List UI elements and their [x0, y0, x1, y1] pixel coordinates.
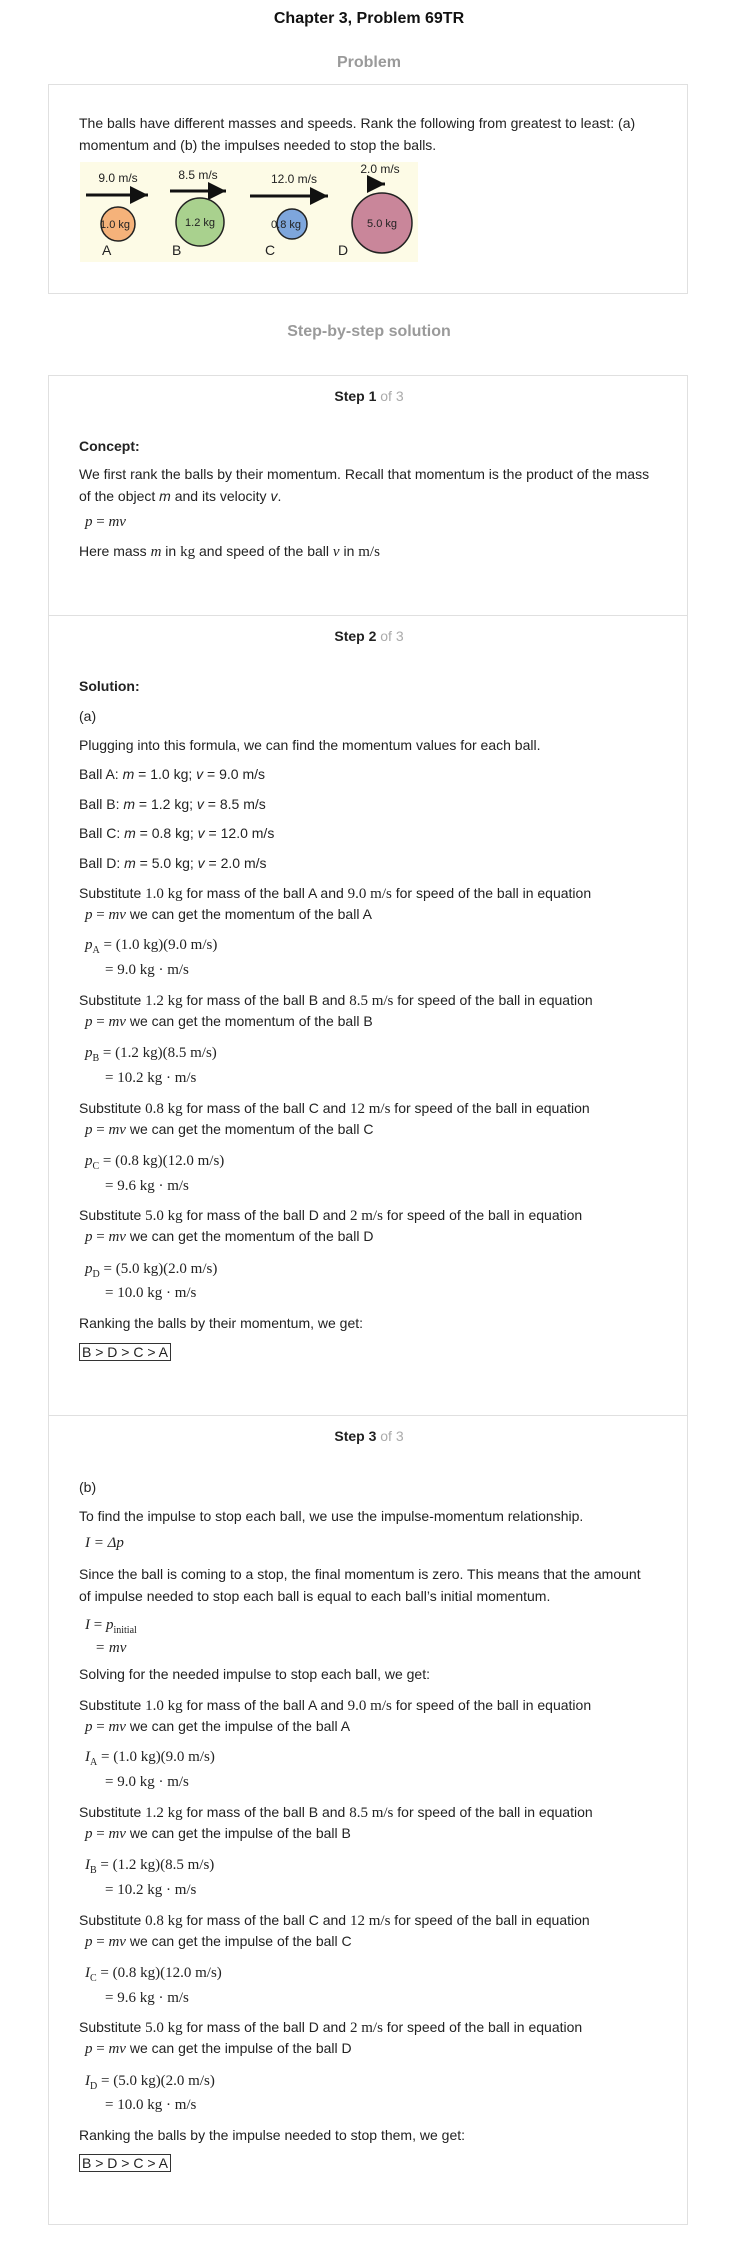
problem-text-line-2: momentum and (b) the impulses needed to stop the balls. [79, 137, 437, 153]
ball-c-mass: 0.8 kg [271, 219, 301, 231]
substitute-line: Substitute 5.0 kg for mass of the ball D and 2 m/s for speed of the ball in equation [79, 2019, 583, 2036]
ball-b-speed: 8.5 m/s [178, 168, 218, 182]
ball-c-label: C [265, 242, 276, 258]
momentum-answer: B > D > C > A [79, 1342, 171, 1362]
equation-line: p = mv we can get the impulse of the ball A [85, 1718, 351, 1735]
ball-d-label: D [338, 242, 349, 258]
step-1-here-line: Here mass m in kg and speed of the ball v in m/s [79, 543, 380, 560]
step-1-text-line-2: of the object m and its velocity v. [79, 488, 282, 504]
balls-figure [80, 162, 418, 262]
ball-d-speed: 2.0 m/s [360, 162, 400, 176]
step-2-title: Step 2 of 3 [334, 628, 404, 644]
ball-a-mass: 1.0 kg [100, 219, 130, 231]
part-b-label: (b) [79, 1479, 97, 1495]
step-3-intro: To find the impulse to stop each ball, we use the impulse-momentum relationship. [79, 1508, 584, 1524]
step-3-since-line-2: of impulse needed to stop each ball is equal to each ball’s initial momentum. [79, 1588, 551, 1604]
equation-line: p = mv we can get the momentum of the ball B [85, 1013, 373, 1030]
ball-d-mass: 5.0 kg [367, 218, 397, 230]
problem-text-line-1: The balls have different masses and speeds. Rank the following from greatest to least: (a) [79, 115, 636, 131]
equation-line: p = mv we can get the momentum of the ball A [85, 906, 372, 923]
page-title: Chapter 3, Problem 69TR [273, 10, 465, 27]
part-a-label: (a) [79, 708, 97, 724]
ball-b-mass: 1.2 kg [185, 217, 215, 229]
equation-line: p = mv we can get the impulse of the ball D [85, 2040, 352, 2057]
momentum-expression: $p_D = (5.0$ kg)(2.0 m/s) [85, 1261, 218, 1280]
impulse-ranking-text: Ranking the balls by the impulse needed to stop them, we get: [79, 2127, 466, 2143]
impulse-expression: $I_B = (1.2$ kg)(8.5 m/s) [85, 1857, 215, 1876]
momentum-expression: $p_C = (0.8$ kg)(12.0 m/s) [85, 1153, 225, 1172]
momentum-result: = 9.6 kg · m/s [105, 1178, 189, 1194]
step-1-equation: p = mv [85, 514, 126, 530]
step-3-since-line-1: Since the ball is coming to a stop, the final momentum is zero. This means that the amount [79, 1566, 641, 1582]
equation-line: p = mv we can get the impulse of the ball C [85, 1933, 352, 1950]
step-3-solving-text: Solving for the needed impulse to stop each ball, we get: [79, 1666, 430, 1682]
ball-b-label: B [172, 242, 182, 258]
impulse-mv-equation: = mv [95, 1640, 127, 1656]
substitute-line: Substitute 1.0 kg for mass of the ball A and 9.0 m/s for speed of the ball in equation [79, 1697, 592, 1714]
impulse-result: = 9.6 kg · m/s [105, 1990, 189, 2006]
impulse-answer: B > D > C > A [79, 2153, 171, 2173]
ball-a-label: A [102, 242, 112, 258]
momentum-result: = 10.2 kg · m/s [105, 1070, 197, 1086]
impulse-expression: $I_C = (0.8$ kg)(12.0 m/s) [85, 1965, 222, 1984]
equation-line: p = mv we can get the momentum of the ball D [85, 1228, 374, 1245]
ball-d-values: Ball D: m = 5.0 kg; v = 2.0 m/s [79, 855, 267, 871]
ball-a-values: Ball A: m = 1.0 kg; v = 9.0 m/s [79, 766, 265, 782]
impulse-result: = 10.0 kg · m/s [105, 2097, 197, 2113]
step-1-text-line-1: We first rank the balls by their momentum. Recall that momentum is the product of the mass [79, 466, 650, 482]
substitute-line: Substitute 1.2 kg for mass of the ball B and 8.5 m/s for speed of the ball in equation [79, 1804, 593, 1821]
substitute-line: Substitute 1.2 kg for mass of the ball B and 8.5 m/s for speed of the ball in equation [79, 992, 593, 1009]
step-3-title: Step 3 of 3 [334, 1428, 404, 1444]
impulse-expression: $I_A = (1.0$ kg)(9.0 m/s) [85, 1749, 215, 1768]
ball-b [170, 168, 226, 258]
ball-c-speed: 12.0 m/s [270, 172, 318, 186]
impulse-result: = 10.2 kg · m/s [105, 1882, 197, 1898]
ball-b-values: Ball B: m = 1.2 kg; v = 8.5 m/s [79, 796, 266, 812]
substitute-line: Substitute 1.0 kg for mass of the ball A and 9.0 m/s for speed of the ball in equation [79, 885, 592, 902]
equation-line: p = mv we can get the impulse of the ball B [85, 1825, 351, 1842]
impulse-initial-equation: $I = p_{initial}$ [85, 1617, 137, 1636]
step-2-intro: Plugging into this formula, we can find the momentum values for each ball. [79, 737, 541, 753]
substitute-line: Substitute 0.8 kg for mass of the ball C and 12 m/s for speed of the ball in equation [79, 1912, 590, 1929]
impulse-expression: $I_D = (5.0$ kg)(2.0 m/s) [85, 2073, 215, 2092]
momentum-result: = 10.0 kg · m/s [105, 1285, 197, 1301]
momentum-ranking-text: Ranking the balls by their momentum, we get: [79, 1315, 364, 1331]
momentum-expression: $p_B = (1.2$ kg)(8.5 m/s) [85, 1045, 217, 1064]
substitute-line: Substitute 0.8 kg for mass of the ball C and 12 m/s for speed of the ball in equation [79, 1100, 590, 1117]
solution-heading: Step-by-step solution [287, 323, 451, 340]
solution-label: Solution: [79, 678, 140, 694]
ball-c-values: Ball C: m = 0.8 kg; v = 12.0 m/s [79, 825, 275, 841]
step-1-title: Step 1 of 3 [334, 388, 404, 404]
impulse-equation: I = Δp [85, 1535, 124, 1551]
momentum-expression: $p_A = (1.0$ kg)(9.0 m/s) [85, 937, 218, 956]
momentum-result: = 9.0 kg · m/s [105, 962, 189, 978]
ball-c [250, 172, 328, 258]
ball-d [338, 162, 412, 258]
impulse-result: = 9.0 kg · m/s [105, 1774, 189, 1790]
equation-line: p = mv we can get the momentum of the ball C [85, 1121, 374, 1138]
ball-a-speed: 9.0 m/s [98, 171, 138, 185]
substitute-line: Substitute 5.0 kg for mass of the ball D and 2 m/s for speed of the ball in equation [79, 1207, 583, 1224]
problem-heading: Problem [336, 54, 401, 71]
ball-a [86, 171, 148, 258]
concept-label: Concept: [79, 438, 140, 454]
